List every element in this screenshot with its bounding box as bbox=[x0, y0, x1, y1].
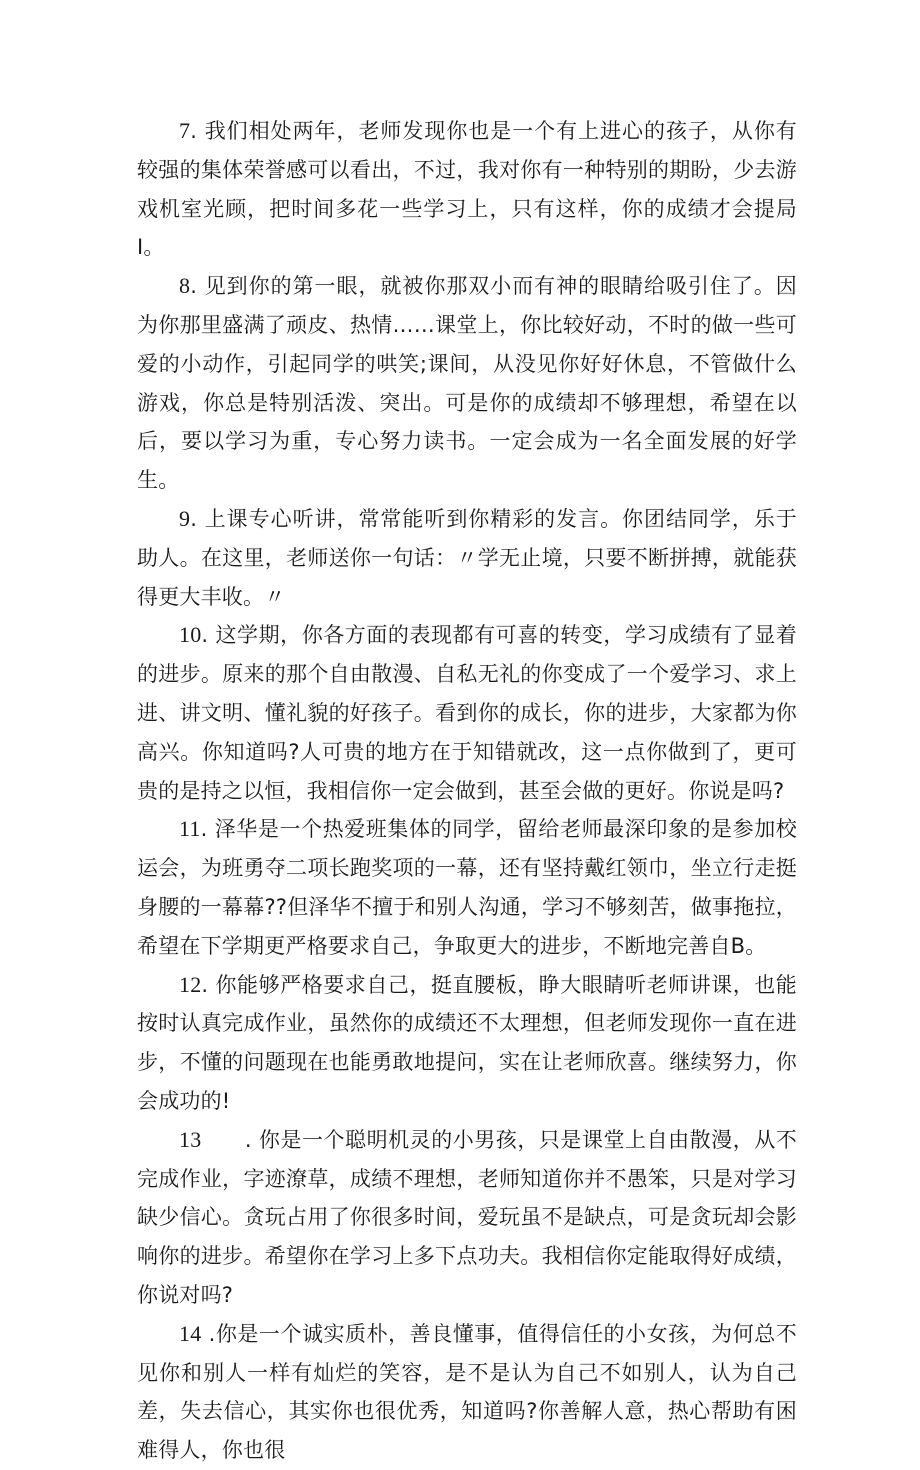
paragraph-number: 9 bbox=[179, 505, 191, 531]
comment-paragraph-8 bbox=[137, 267, 797, 500]
paragraph-number: 8 bbox=[179, 273, 191, 299]
comment-paragraph-10 bbox=[137, 616, 797, 810]
comment-paragraph-11 bbox=[137, 810, 797, 965]
paragraph-text: .你是一个诚实质朴，善良懂事，值得信任的小女孩，为何总不见你和别人一样有灿烂的笑容，是不是认为自己不如别人，认为自己差，失去信心，其实你也很优秀，知道吗?你善解人意，热心帮助有困难得人，你也很 bbox=[137, 1321, 797, 1463]
comment-paragraph-13 bbox=[137, 1121, 797, 1315]
comment-paragraph-7 bbox=[137, 112, 797, 267]
paragraph-text: . 你是一个聪明机灵的小男孩，只是课堂上自由散漫，从不完成作业，字迹潦草，成绩不理想，老师知道你并不愚笨，只是对学习缺少信心。贪玩占用了你很多时间，爱玩虽不是缺点，可是贪玩却会影响你的进步。希望你在学习上多下点功夫。我相信你定能取得好成绩，你说对吗? bbox=[137, 1127, 797, 1307]
paragraph-text: . 上课专心听讲，常常能听到你精彩的发言。你团结同学，乐于助人。在这里，老师送你一句话：〃学无止境，只要不断拼搏，就能获得更大丰收。〃 bbox=[137, 506, 797, 609]
paragraph-number: 13 bbox=[179, 1126, 202, 1152]
paragraph-text: . 我们相处两年，老师发现你也是一个有上进心的孩子，从你有较强的集体荣誉感可以看出，不过，我对你有一种特别的期盼，少去游戏机室光顾，把时间多花一些学习上，只有这样，你的成绩才会提局I。 bbox=[137, 119, 797, 260]
paragraph-number: 14 bbox=[179, 1320, 202, 1346]
paragraph-text: . 泽华是一个热爱班集体的同学，留给老师最深印象的是参加校运会，为班勇夺二项长跑奖项的一幕，还有坚持戴红领巾，坐立行走挺身腰的一幕幕??但泽华不擅于和别人沟通，学习不够刻苦，做事拖拉，希望在下学期更严格要求自己，争取更大的进步，不断地完善自B。 bbox=[137, 817, 797, 958]
comment-paragraph-12 bbox=[137, 966, 797, 1121]
comment-paragraph-9 bbox=[137, 500, 797, 616]
paragraph-number: 7 bbox=[179, 118, 191, 143]
paragraph-number: 11 bbox=[179, 816, 201, 842]
comment-paragraph-14 bbox=[137, 1315, 797, 1470]
paragraph-text: . 这学期，你各方面的表现都有可喜的转变，学习成绩有了显着的进步。原来的那个自由散漫、自私无礼的你变成了一个爱学习、求上进、讲文明、懂礼貌的好孩子。看到你的成长，你的进步，大家都为你高兴。你知道吗?人可贵的地方在于知错就改，这一点你做到了，更可贵的是持之以恒，我相信你一定会做到，甚至会做的更好。你说是吗? bbox=[137, 623, 797, 803]
paragraph-text: . 你能够严格要求自己，挺直腰板，睁大眼睛听老师讲课，也能按时认真完成作业，虽然你的成绩还不太理想，但老师发现你一直在进步，不懂的问题现在也能勇敢地提问，实在让老师欣喜。继续努力，你会成功的! bbox=[137, 972, 797, 1113]
paragraph-text: . 见到你的第一眼，就被你那双小而有神的眼睛给吸引住了。因为你那里盛满了顽皮、热情……课堂上，你比较好动，不时的做一些可爱的小动作，引起同学的哄笑;课间，从没见你好好休息，不管做什么游戏，你总是特别活泼、突出。可是你的成绩却不够理想，希望在以后，要以学习为重，专心努力读书。一定会成为一名全面发展的好学生。 bbox=[137, 274, 797, 493]
paragraph-number: 10 bbox=[179, 622, 202, 648]
paragraph-number: 12 bbox=[179, 971, 202, 997]
document-body bbox=[137, 112, 797, 1470]
